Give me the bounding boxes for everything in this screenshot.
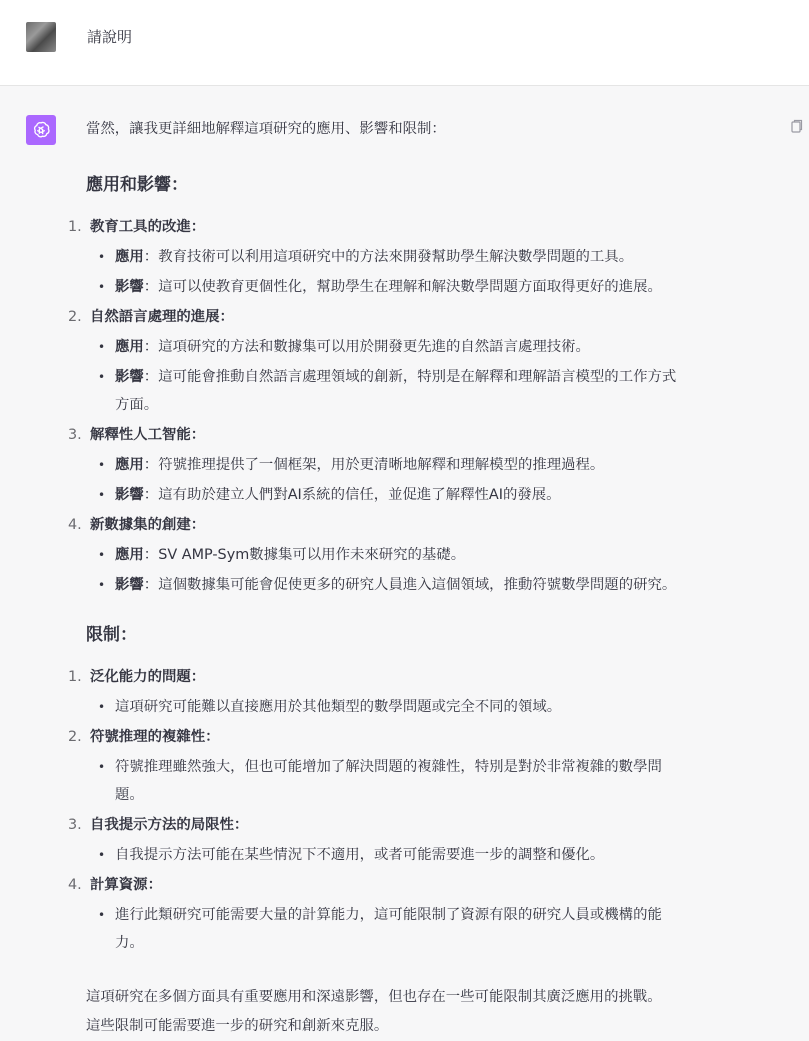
openai-logo-icon bbox=[26, 115, 56, 145]
list-item-text: 符號推理雖然強大，但也可能增加了解決問題的複雜性，特別是對於非常複雜的數學問 bbox=[115, 759, 662, 775]
bullet-icon: • bbox=[98, 370, 106, 384]
list-item-impact-continued: 方面。 bbox=[115, 397, 159, 413]
conclusion-text: 這項研究在多個方面具有重要應用和深遠影響，但也存在一些可能限制其廣泛應用的挑戰。 bbox=[86, 989, 662, 1005]
list-item-text: 進行此類研究可能需要大量的計算能力，這可能限制了資源有限的研究人員或機構的能 bbox=[115, 907, 662, 923]
list-item-title: 解釋性人工智能： bbox=[90, 427, 206, 443]
conclusion-text-continued: 這些限制可能需要進一步的研究和創新來克服。 bbox=[86, 1018, 389, 1034]
bullet-icon: • bbox=[98, 488, 106, 502]
list-item-impact: 影響：這可以使教育更個性化，幫助學生在理解和解決數學問題方面取得更好的進展。 bbox=[115, 279, 662, 295]
list-item-impact: 影響：這有助於建立人們對AI系統的信任，並促進了解釋性AI的發展。 bbox=[115, 487, 561, 503]
copy-icon[interactable] bbox=[791, 119, 803, 133]
list-number: 2. bbox=[68, 309, 82, 325]
list-item-application: 應用：教育技術可以利用這項研究中的方法來開發幫助學生解決數學問題的工具。 bbox=[115, 249, 634, 265]
user-avatar bbox=[26, 22, 56, 52]
list-item-title: 計算資源： bbox=[90, 877, 162, 893]
bullet-icon: • bbox=[98, 908, 106, 922]
list-item-text: 這項研究可能難以直接應用於其他類型的數學問題或完全不同的領域。 bbox=[115, 699, 562, 715]
list-number: 2. bbox=[68, 729, 82, 745]
list-item-title: 自然語言處理的進展： bbox=[90, 309, 234, 325]
list-item-impact: 影響：這個數據集可能會促使更多的研究人員進入這個領域，推動符號數學問題的研究。 bbox=[115, 577, 677, 593]
list-number: 1. bbox=[68, 219, 82, 235]
list-number: 3. bbox=[68, 817, 82, 833]
user-message-row bbox=[0, 0, 809, 86]
list-number: 4. bbox=[68, 517, 82, 533]
section-heading-limitations: 限制： bbox=[86, 625, 137, 645]
list-item-application: 應用：SV AMP-Sym數據集可以用作未來研究的基礎。 bbox=[115, 547, 466, 563]
list-item-text-continued: 力。 bbox=[115, 935, 144, 951]
bullet-icon: • bbox=[98, 848, 106, 862]
list-number: 4. bbox=[68, 877, 82, 893]
list-item-impact: 影響：這可能會推動自然語言處理領域的創新，特別是在解釋和理解語言模型的工作方式 bbox=[115, 369, 677, 385]
bullet-icon: • bbox=[98, 340, 106, 354]
list-item-title: 泛化能力的問題： bbox=[90, 669, 206, 685]
bullet-icon: • bbox=[98, 458, 106, 472]
list-number: 3. bbox=[68, 427, 82, 443]
list-item-text: 自我提示方法可能在某些情況下不適用，或者可能需要進一步的調整和優化。 bbox=[115, 847, 605, 863]
bullet-icon: • bbox=[98, 250, 106, 264]
list-item-title: 教育工具的改進： bbox=[90, 219, 206, 235]
intro-text: 當然，讓我更詳細地解釋這項研究的應用、影響和限制： bbox=[86, 121, 446, 137]
bullet-icon: • bbox=[98, 700, 106, 714]
bullet-icon: • bbox=[98, 760, 106, 774]
list-item-application: 應用：這項研究的方法和數據集可以用於開發更先進的自然語言處理技術。 bbox=[115, 339, 590, 355]
list-item-title: 新數據集的創建： bbox=[90, 517, 206, 533]
list-item-title: 符號推理的複雜性： bbox=[90, 729, 220, 745]
bullet-icon: • bbox=[98, 578, 106, 592]
list-item-title: 自我提示方法的局限性： bbox=[90, 817, 249, 833]
section-heading-applications: 應用和影響： bbox=[86, 175, 188, 195]
list-number: 1. bbox=[68, 669, 82, 685]
bullet-icon: • bbox=[98, 280, 106, 294]
list-item-text-continued: 題。 bbox=[115, 787, 144, 803]
bullet-icon: • bbox=[98, 548, 106, 562]
assistant-message-row bbox=[0, 86, 809, 1041]
user-message-text: 請說明 bbox=[87, 28, 133, 46]
list-item-application: 應用：符號推理提供了一個框架，用於更清晰地解釋和理解模型的推理過程。 bbox=[115, 457, 605, 473]
